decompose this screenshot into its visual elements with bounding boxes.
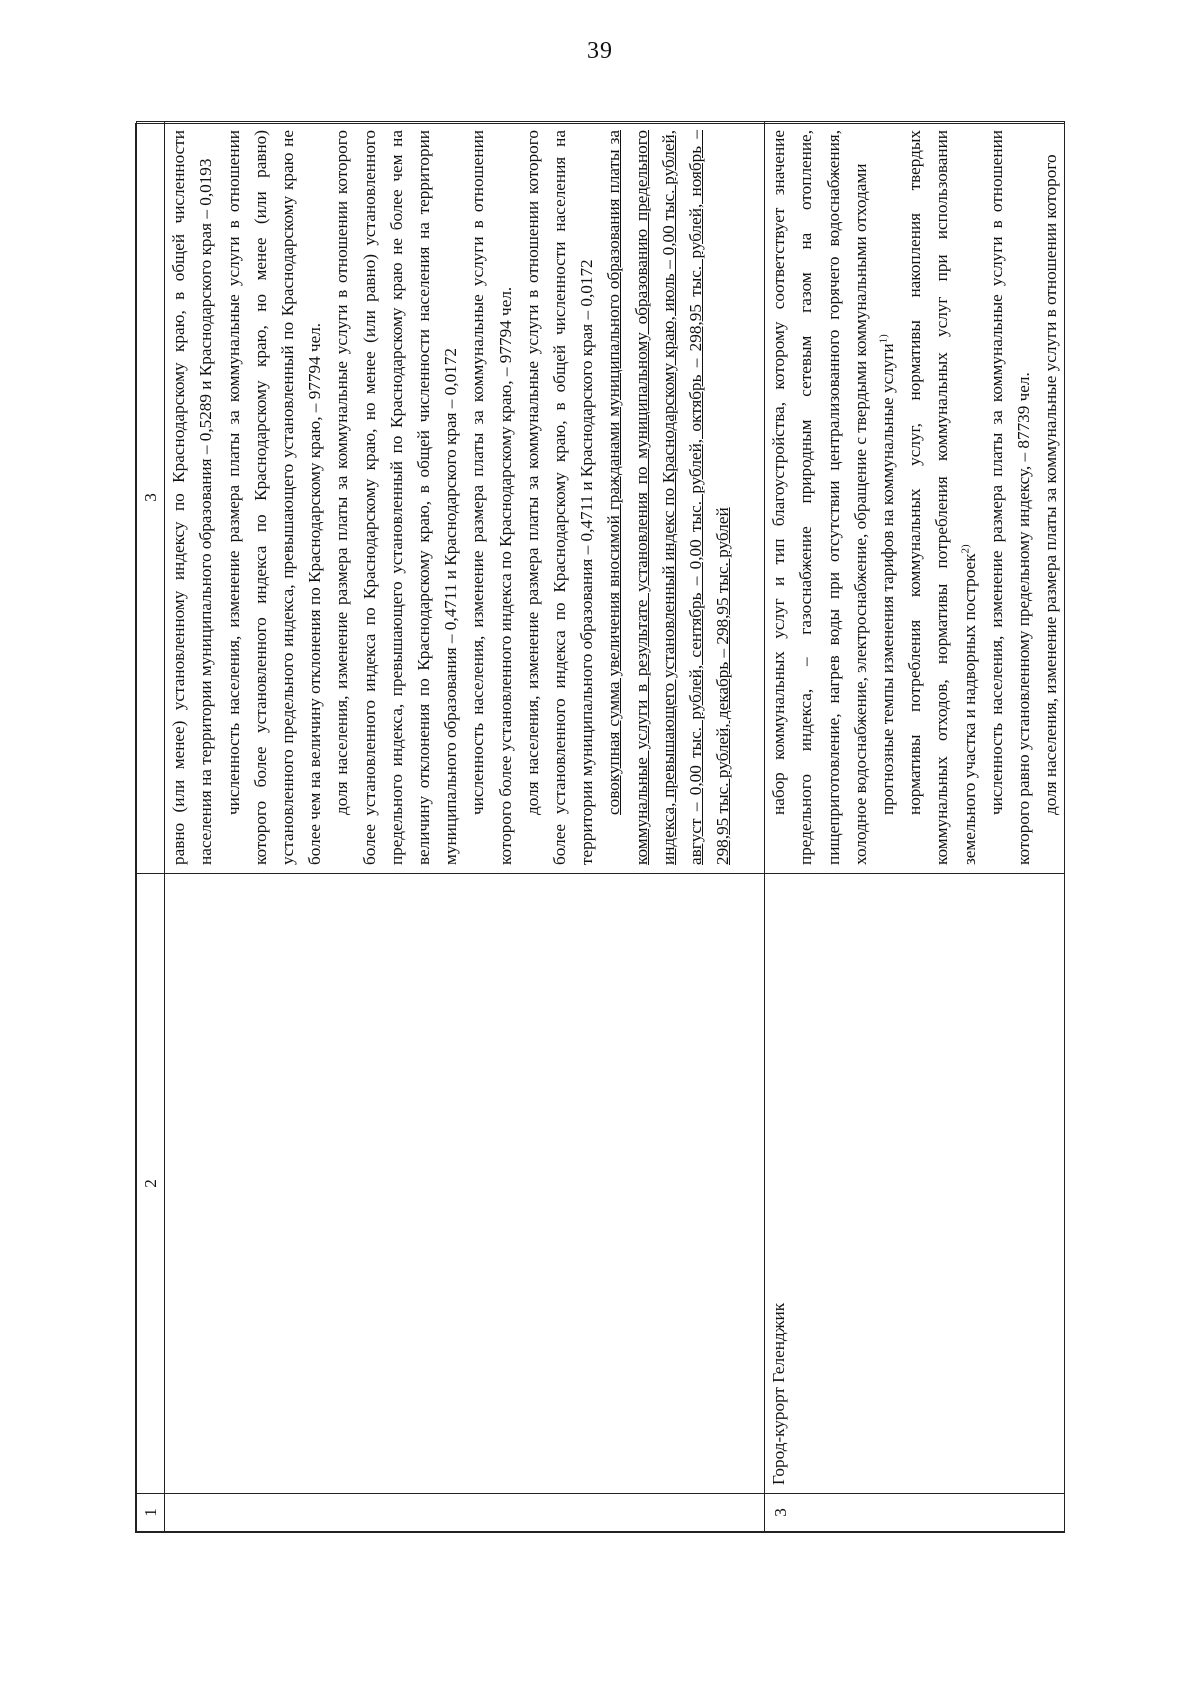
row-number: 3 [765,1494,1065,1532]
rotated-table-wrapper [135,123,1065,1533]
table-row [165,122,765,1532]
paragraph [874,130,901,865]
table-row [765,122,1065,1532]
header-col-1: 1 [137,1494,165,1532]
paragraph: доля населения, изменение размера платы за коммунальные услуги в отношении которого [1041,154,1061,815]
paragraph: равно (или менее) установленному индексу по Краснодарскому краю, в общей численности населения на территории муниципального образования – 0,5289 и Краснодарского края – 0,0193 [169,130,216,865]
paragraph: набор коммунальных услуг и тип благоустройства, которому соответствует значение предельного индекса, – газоснабжение природным сетевым газом на отопление, пищеприготовление, нагрев воды при отсутствии централизованного горячего водоснабжения, холодное водоснабжение, электроснабжение, обращение с твердыми коммунальными отходами [769,130,870,865]
table-header-row [137,122,165,1532]
description-cell [765,122,1065,874]
paragraph-text: нормативы потребления коммунальных услуг, нормативы накопления твердых коммунальных отходов, нормативы потребления коммунальных услуг при использовании земельного участка и надворных построек [905,130,979,865]
header-col-3: 3 [137,122,165,874]
page-number: 39 [587,38,613,64]
paragraph: доля населения, изменение размера платы за коммунальные услуги в отношении которого более установленного индекса по Краснодарскому краю, но менее (или равно) установленного предельного индекса, превышающего установленный по Краснодарскому краю не более чем на величину отклонения по Краснодарскому краю, в общей численности населения на территории муниципального образования – 0,4711 и Краснодарского края – 0,0172 [332,130,461,865]
footnote-mark: 1) [877,334,890,344]
paragraph: численность населения, изменение размера платы за коммунальные услуги в отношении которого более установленного индекса по Краснодарскому краю, – 97794 чел. [468,130,515,865]
paragraph: совокупная сумма увеличения вносимой гражданами муниципального образования платы за коммунальные услуги в результате установления по муниципальному образованию предельного индекса, превышающего установленный индекс по Краснодарскому краю, июль – 0,00 тыс. рублей, август – 0,00 тыс. рублей, сентябрь – 0,00 тыс. рублей, октябрь – 298,95 тыс. рублей, ноябрь – 298,95 тыс. рублей, декабрь – 298,95 тыс. рублей [604,130,733,865]
paragraph-text: прогнозные темпы изменения тарифов на коммунальные услуги [878,343,898,815]
data-table [136,121,1065,1532]
footnote-mark: 2) [958,544,971,554]
paragraph [901,130,983,865]
description-cell [165,122,765,874]
row-number [165,1494,765,1532]
table-frame [135,123,1200,1517]
paragraph: доля населения, изменение размера платы за коммунальные услуги в отношении которого более установленного индекса по Краснодарскому краю, в общей численности населения на территории муниципального образования – 0,4711 и Краснодарского края – 0,0172 [522,130,597,865]
paragraph: численность населения, изменение размера платы за коммунальные услуги в отношении которого равно установленному предельному индексу, – 87739 чел. [986,130,1034,865]
municipality-name [165,874,765,1494]
municipality-name: Город-курорт Геленджик [765,874,1065,1494]
header-col-2: 2 [137,874,165,1494]
paragraph: численность населения, изменение размера платы за коммунальные услуги в отношении которого более установленного индекса по Краснодарскому краю, но менее (или равно) установленного предельного индекса, превышающего установленный по Краснодарскому краю не более чем на величину отклонения по Краснодарскому краю, – 97794 чел. [223,130,325,865]
